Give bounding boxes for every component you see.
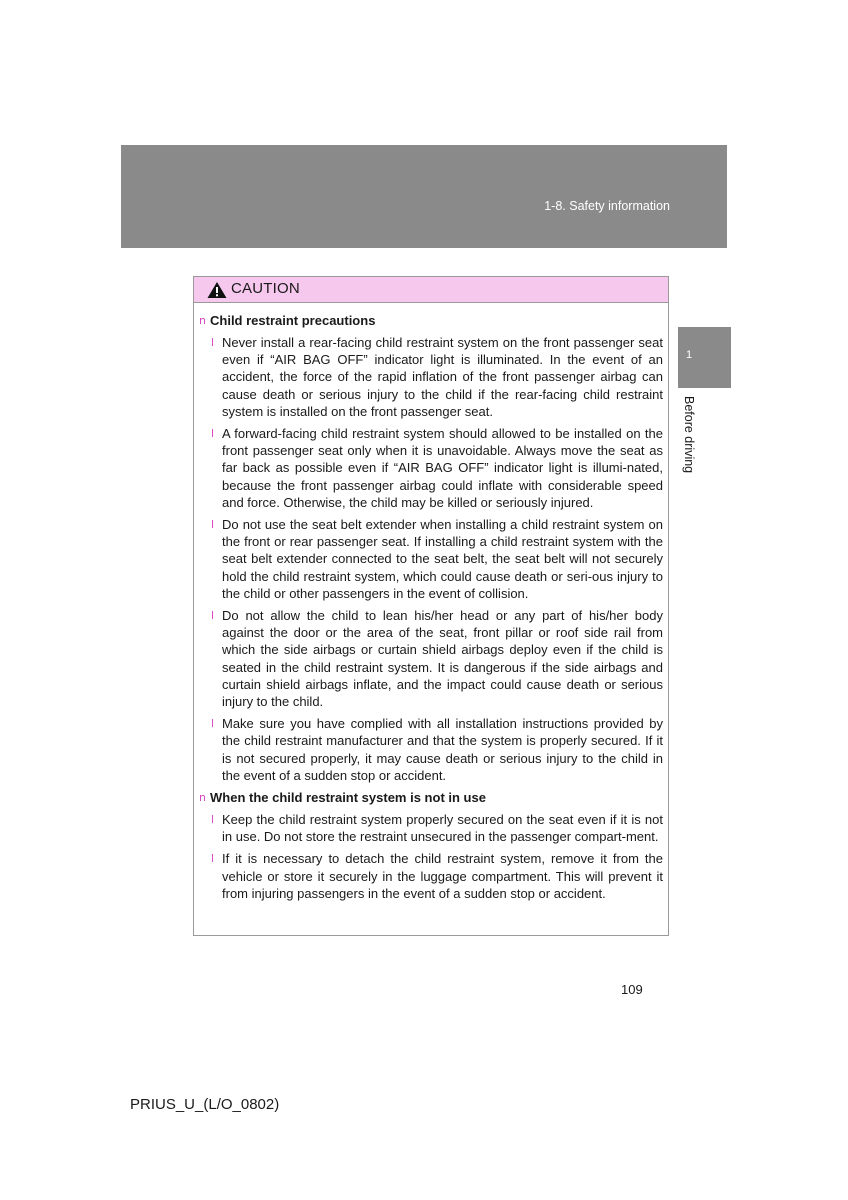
list-item	[194, 850, 668, 902]
bullet-marker: l	[211, 336, 215, 349]
list-item-text: If it is necessary to detach the child restraint system, remove it from the vehicle or store it securely in the luggage compartment. This will prevent it from injuring passengers in the event of a sudden stop or accident.	[222, 851, 663, 901]
bullet-marker: l	[211, 717, 215, 731]
warning-triangle-icon	[207, 281, 227, 299]
header-band	[121, 145, 727, 248]
list-item-text: A forward-facing child restraint system should allowed to be installed on the front passenger seat only when it is unavoidable. Always move the seat as far back as possible even if “AIR BAG OFF” indicator light is illumi-nated, because the front passenger airbag could inflate with considerable speed and force. Otherwise, the child may be killed or seriously injured.	[222, 426, 663, 510]
caution-box	[193, 276, 669, 936]
chapter-title: Before driving	[682, 396, 696, 474]
caution-content	[194, 312, 668, 907]
list-item-text: Make sure you have complied with all installation instructions provided by the child restraint manufacturer and that the system is properly secured. If it is not secured properly, it may cause death or serious injury to the child in the event of a sudden stop or accident.	[222, 716, 663, 783]
section-heading-text: When the child restraint system is not in use	[210, 790, 486, 806]
list-item-text: Never install a rear-facing child restraint system on the front passenger seat even if “AIR BAG OFF” indicator light is illuminated. In the event of an accident, the force of the rapid inflation of the front passenger airbag can cause death or serious injury to the child if the rear-facing child restraint system is installed on the front passenger seat.	[222, 335, 663, 419]
chapter-number: 1	[686, 349, 693, 361]
list-item	[194, 715, 668, 784]
list-item	[194, 607, 668, 710]
bullet-marker: l	[211, 852, 215, 866]
list-item-text: Do not use the seat belt extender when installing a child restraint system on the front or rear passenger seat. If installing a child restraint system with the seat belt extender connected to the seat belt, the seat belt will not securely hold the child restraint system, which could cause death or seri-ous injury to the child or other passengers in the event of collision.	[222, 517, 663, 601]
bullet-marker: l	[211, 518, 215, 532]
list-item-text: Do not allow the child to lean his/her head or any part of his/her body against the door or the area of the seat, front pillar or roof side rail from which the side airbags or curtain shield airbags deploy even if the child is seated in the child restraint system. It is dangerous if the side airbags and curtain shield airbags inflate, and the impact could cause death or serious injury to the child.	[222, 608, 663, 710]
bullet-marker: l	[211, 609, 215, 623]
section-heading	[194, 312, 668, 330]
list-item-text: Keep the child restraint system properly secured on the seat even if it is not in use. Do not store the restraint unsecured in the passenger compart-ment.	[222, 812, 663, 845]
section-heading-text: Child restraint precautions	[210, 313, 376, 328]
bullet-marker: l	[211, 813, 215, 827]
list-item	[194, 811, 668, 845]
section-marker: n	[199, 314, 206, 327]
caution-header	[194, 277, 668, 303]
list-item	[194, 516, 668, 602]
caution-title: CAUTION	[231, 280, 300, 297]
document-id: PRIUS_U_(L/O_0802)	[130, 1096, 280, 1113]
chapter-tab	[678, 327, 731, 388]
list-item	[194, 425, 668, 511]
bullet-marker: l	[211, 427, 215, 441]
caution-section	[194, 789, 668, 902]
caution-section	[194, 312, 668, 784]
section-marker: n	[199, 791, 206, 805]
section-heading	[194, 789, 668, 807]
section-title: 1-8. Safety information	[544, 199, 670, 213]
list-item	[194, 334, 668, 420]
page-number: 109	[621, 982, 643, 997]
